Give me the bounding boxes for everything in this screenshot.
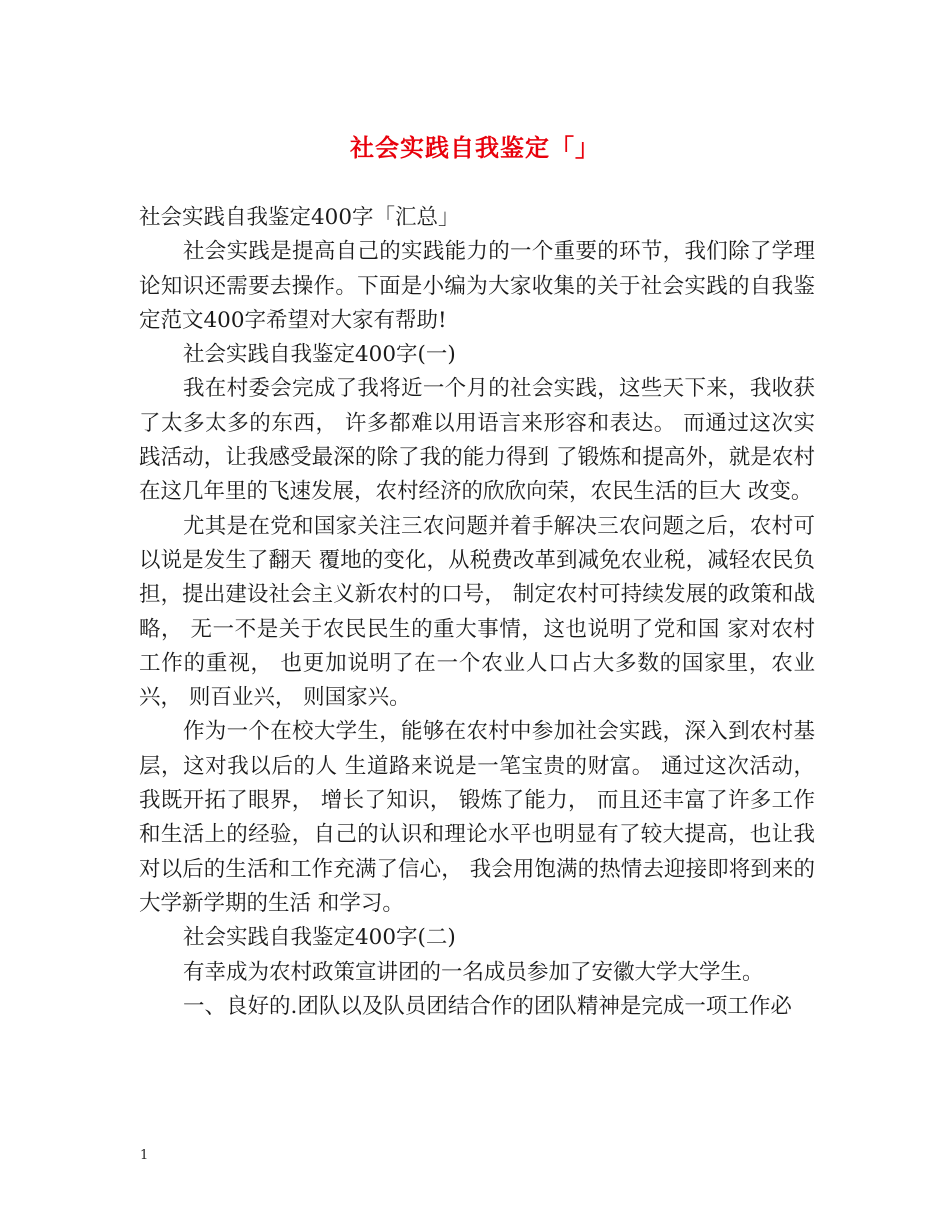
document-title: 社会实践自我鉴定「」 [350, 133, 600, 162]
body-paragraph: 有幸成为农村政策宣讲团的一名成员参加了安徽大学大学生。 [183, 959, 764, 985]
document-body [139, 201, 815, 1024]
subheading-two: 社会实践自我鉴定400字(二) [183, 925, 456, 951]
body-paragraph: 尤其是在党和国家关注三农问题并着手解决三农问题之后，农村可以说是发生了翻天 覆地的变化，从税费改革到减免农业税，减轻农民负担，提出建设社会主义新农村的口号， 制定农村可持续发展的政策和战略， 无一不是关于农民民生的重大事情，这也说明了党和国 家对农村工作的重视， 也更加说明了在一个农业人口占大多数的国家里，农业兴， 则百业兴， 则国家兴。 [139, 513, 815, 711]
section-heading: 社会实践自我鉴定400字「汇总」 [139, 205, 460, 230]
subheading-one: 社会实践自我鉴定400字(一) [183, 342, 456, 368]
intro-paragraph: 社会实践是提高自己的实践能力的一个重要的环节，我们除了学理论知识还需要去操作。下面是小编为大家收集的关于社会实践的自我鉴定范文400字希望对大家有帮助! [139, 239, 815, 333]
page-number: 1 [140, 1148, 149, 1163]
body-paragraph: 我在村委会完成了我将近一个月的社会实践，这些天下来，我收获了太多太多的东西， 许多都难以用语言来形容和表达。 而通过这次实践活动，让我感受最深的除了我的能力得到 了锻炼和提高外，就是农村在这几年里的飞速发展，农村经济的欣欣向荣，农民生活的巨大 改变。 [139, 376, 815, 505]
body-paragraph: 作为一个在校大学生，能够在农村中参加社会实践，深入到农村基层，这对我以后的人 生道路来说是一笔宝贵的财富。 通过这次活动，我既开拓了眼界， 增长了知识， 锻炼了能力， 而且还丰富了许多工作和生活上的经验，自己的认识和理论水平也明显有了较大提高，也让我对以后的生活和工作充满了信心， 我会用饱满的热情去迎接即将到来的大学新学期的生活 和学习。 [139, 719, 815, 916]
body-paragraph: 一、良好的.团队以及队员团结合作的团队精神是完成一项工作必 [183, 993, 792, 1019]
